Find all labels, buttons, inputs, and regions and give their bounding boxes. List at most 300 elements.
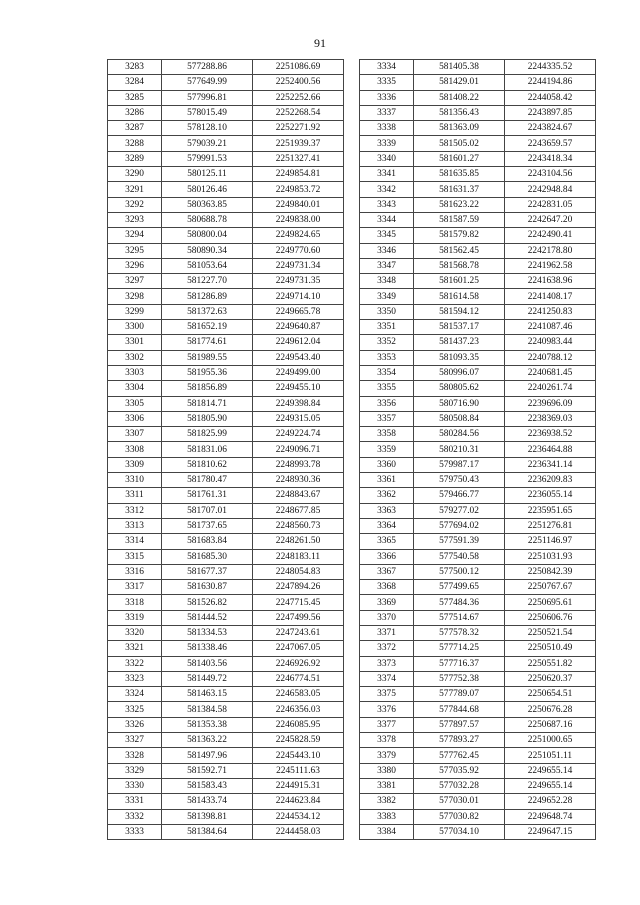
table-row <box>360 595 596 610</box>
table-row <box>108 350 344 365</box>
x-coordinate-cell: 581825.99 <box>162 427 253 442</box>
x-coordinate-cell: 581568.78 <box>414 258 505 273</box>
point-number-cell: 3284 <box>108 75 162 90</box>
y-coordinate-cell: 2242948.84 <box>505 182 596 197</box>
x-coordinate-cell: 581334.53 <box>162 625 253 640</box>
y-coordinate-cell: 2247894.26 <box>253 580 344 595</box>
x-coordinate-cell: 579466.77 <box>414 488 505 503</box>
y-coordinate-cell: 2250606.76 <box>505 610 596 625</box>
point-number-cell: 3290 <box>108 167 162 182</box>
x-coordinate-cell: 581683.84 <box>162 534 253 549</box>
point-number-cell: 3305 <box>108 396 162 411</box>
point-number-cell: 3373 <box>360 656 414 671</box>
coordinates-table-left <box>107 59 344 840</box>
point-number-cell: 3374 <box>360 671 414 686</box>
x-coordinate-cell: 581053.64 <box>162 258 253 273</box>
y-coordinate-cell: 2246085.95 <box>253 717 344 732</box>
x-coordinate-cell: 581384.64 <box>162 824 253 839</box>
table-row <box>108 442 344 457</box>
x-coordinate-cell: 581405.38 <box>414 60 505 75</box>
table-row <box>360 289 596 304</box>
point-number-cell: 3318 <box>108 595 162 610</box>
x-coordinate-cell: 577789.07 <box>414 687 505 702</box>
table-row <box>108 503 344 518</box>
x-coordinate-cell: 581526.82 <box>162 595 253 610</box>
x-coordinate-cell: 577762.45 <box>414 748 505 763</box>
table-row <box>108 396 344 411</box>
y-coordinate-cell: 2250521.54 <box>505 625 596 640</box>
page-number: 91 <box>314 36 326 50</box>
table-row <box>360 182 596 197</box>
x-coordinate-cell: 581497.96 <box>162 748 253 763</box>
point-number-cell: 3300 <box>108 320 162 335</box>
table-row <box>360 396 596 411</box>
y-coordinate-cell: 2236464.88 <box>505 442 596 457</box>
point-number-cell: 3283 <box>108 60 162 75</box>
table-row <box>108 289 344 304</box>
x-coordinate-cell: 581363.09 <box>414 121 505 136</box>
table-row <box>108 457 344 472</box>
x-coordinate-cell: 581505.02 <box>414 136 505 151</box>
y-coordinate-cell: 2251327.41 <box>253 151 344 166</box>
point-number-cell: 3329 <box>108 763 162 778</box>
point-number-cell: 3348 <box>360 274 414 289</box>
y-coordinate-cell: 2248677.85 <box>253 503 344 518</box>
x-coordinate-cell: 577578.32 <box>414 625 505 640</box>
table-row <box>360 121 596 136</box>
point-number-cell: 3353 <box>360 350 414 365</box>
point-number-cell: 3367 <box>360 564 414 579</box>
y-coordinate-cell: 2249652.28 <box>505 794 596 809</box>
point-number-cell: 3384 <box>360 824 414 839</box>
y-coordinate-cell: 2244915.31 <box>253 778 344 793</box>
table-row <box>108 473 344 488</box>
y-coordinate-cell: 2249224.74 <box>253 427 344 442</box>
table-row <box>360 518 596 533</box>
y-coordinate-cell: 2245828.59 <box>253 733 344 748</box>
y-coordinate-cell: 2247715.45 <box>253 595 344 610</box>
table-row <box>108 274 344 289</box>
y-coordinate-cell: 2251939.37 <box>253 136 344 151</box>
point-number-cell: 3323 <box>108 671 162 686</box>
table-row <box>360 75 596 90</box>
point-number-cell: 3340 <box>360 151 414 166</box>
point-number-cell: 3319 <box>108 610 162 625</box>
x-coordinate-cell: 581353.38 <box>162 717 253 732</box>
x-coordinate-cell: 579987.17 <box>414 457 505 472</box>
table-row <box>108 610 344 625</box>
point-number-cell: 3380 <box>360 763 414 778</box>
point-number-cell: 3372 <box>360 641 414 656</box>
x-coordinate-cell: 578015.49 <box>162 105 253 120</box>
table-row <box>360 687 596 702</box>
point-number-cell: 3333 <box>108 824 162 839</box>
x-coordinate-cell: 581601.27 <box>414 151 505 166</box>
point-number-cell: 3322 <box>108 656 162 671</box>
x-coordinate-cell: 581227.70 <box>162 274 253 289</box>
y-coordinate-cell: 2242178.80 <box>505 243 596 258</box>
point-number-cell: 3332 <box>108 809 162 824</box>
point-number-cell: 3339 <box>360 136 414 151</box>
y-coordinate-cell: 2235951.65 <box>505 503 596 518</box>
coordinates-table-right <box>359 59 596 840</box>
table-row <box>108 809 344 824</box>
table-row <box>360 365 596 380</box>
x-coordinate-cell: 581562.45 <box>414 243 505 258</box>
x-coordinate-cell: 581737.65 <box>162 518 253 533</box>
y-coordinate-cell: 2250620.37 <box>505 671 596 686</box>
x-coordinate-cell: 580126.46 <box>162 182 253 197</box>
y-coordinate-cell: 2249731.35 <box>253 274 344 289</box>
table-row <box>108 90 344 105</box>
y-coordinate-cell: 2250767.67 <box>505 580 596 595</box>
table-row <box>360 167 596 182</box>
point-number-cell: 3352 <box>360 335 414 350</box>
x-coordinate-cell: 577540.58 <box>414 549 505 564</box>
table-row <box>360 457 596 472</box>
table-row <box>108 702 344 717</box>
table-row <box>108 105 344 120</box>
table-row <box>108 488 344 503</box>
point-number-cell: 3287 <box>108 121 162 136</box>
y-coordinate-cell: 2250551.82 <box>505 656 596 671</box>
table-row <box>108 75 344 90</box>
y-coordinate-cell: 2243897.85 <box>505 105 596 120</box>
point-number-cell: 3336 <box>360 90 414 105</box>
y-coordinate-cell: 2246926.92 <box>253 656 344 671</box>
table-row <box>108 212 344 227</box>
table-row <box>108 656 344 671</box>
point-number-cell: 3342 <box>360 182 414 197</box>
y-coordinate-cell: 2247243.61 <box>253 625 344 640</box>
y-coordinate-cell: 2236938.52 <box>505 427 596 442</box>
y-coordinate-cell: 2248930.36 <box>253 473 344 488</box>
point-number-cell: 3311 <box>108 488 162 503</box>
x-coordinate-cell: 581372.63 <box>162 304 253 319</box>
table-row <box>360 243 596 258</box>
table-row <box>360 427 596 442</box>
x-coordinate-cell: 581630.87 <box>162 580 253 595</box>
point-number-cell: 3343 <box>360 197 414 212</box>
y-coordinate-cell: 2250676.28 <box>505 702 596 717</box>
x-coordinate-cell: 581707.01 <box>162 503 253 518</box>
table-row <box>108 763 344 778</box>
y-coordinate-cell: 2251086.69 <box>253 60 344 75</box>
table-row <box>108 595 344 610</box>
y-coordinate-cell: 2241250.83 <box>505 304 596 319</box>
table-row <box>360 809 596 824</box>
table-row <box>108 427 344 442</box>
x-coordinate-cell: 579991.53 <box>162 151 253 166</box>
x-coordinate-cell: 581631.37 <box>414 182 505 197</box>
y-coordinate-cell: 2245111.63 <box>253 763 344 778</box>
y-coordinate-cell: 2249838.00 <box>253 212 344 227</box>
y-coordinate-cell: 2249612.04 <box>253 335 344 350</box>
table-row <box>360 794 596 809</box>
y-coordinate-cell: 2244458.03 <box>253 824 344 839</box>
table-row <box>360 580 596 595</box>
point-number-cell: 3327 <box>108 733 162 748</box>
table-row <box>108 717 344 732</box>
x-coordinate-cell: 581685.30 <box>162 549 253 564</box>
point-number-cell: 3375 <box>360 687 414 702</box>
point-number-cell: 3365 <box>360 534 414 549</box>
table-row <box>360 503 596 518</box>
y-coordinate-cell: 2251276.81 <box>505 518 596 533</box>
y-coordinate-cell: 2244058.42 <box>505 90 596 105</box>
x-coordinate-cell: 581463.15 <box>162 687 253 702</box>
point-number-cell: 3383 <box>360 809 414 824</box>
y-coordinate-cell: 2238369.03 <box>505 411 596 426</box>
table-row <box>360 641 596 656</box>
x-coordinate-cell: 581831.06 <box>162 442 253 457</box>
y-coordinate-cell: 2248183.11 <box>253 549 344 564</box>
point-number-cell: 3364 <box>360 518 414 533</box>
y-coordinate-cell: 2250654.51 <box>505 687 596 702</box>
point-number-cell: 3371 <box>360 625 414 640</box>
x-coordinate-cell: 580800.04 <box>162 228 253 243</box>
y-coordinate-cell: 2249665.78 <box>253 304 344 319</box>
x-coordinate-cell: 577500.12 <box>414 564 505 579</box>
y-coordinate-cell: 2249096.71 <box>253 442 344 457</box>
point-number-cell: 3378 <box>360 733 414 748</box>
table-row <box>360 350 596 365</box>
y-coordinate-cell: 2251000.65 <box>505 733 596 748</box>
table-row <box>360 90 596 105</box>
y-coordinate-cell: 2242647.20 <box>505 212 596 227</box>
table-row <box>108 824 344 839</box>
y-coordinate-cell: 2241087.46 <box>505 320 596 335</box>
y-coordinate-cell: 2236209.83 <box>505 473 596 488</box>
point-number-cell: 3351 <box>360 320 414 335</box>
x-coordinate-cell: 577030.82 <box>414 809 505 824</box>
y-coordinate-cell: 2247499.56 <box>253 610 344 625</box>
point-number-cell: 3341 <box>360 167 414 182</box>
point-number-cell: 3320 <box>108 625 162 640</box>
x-coordinate-cell: 581384.58 <box>162 702 253 717</box>
x-coordinate-cell: 581449.72 <box>162 671 253 686</box>
y-coordinate-cell: 2248560.73 <box>253 518 344 533</box>
table-row <box>108 60 344 75</box>
point-number-cell: 3331 <box>108 794 162 809</box>
table-row <box>360 151 596 166</box>
x-coordinate-cell: 580805.62 <box>414 381 505 396</box>
point-number-cell: 3321 <box>108 641 162 656</box>
x-coordinate-cell: 581583.43 <box>162 778 253 793</box>
y-coordinate-cell: 2251031.93 <box>505 549 596 564</box>
x-coordinate-cell: 579277.02 <box>414 503 505 518</box>
y-coordinate-cell: 2236341.14 <box>505 457 596 472</box>
y-coordinate-cell: 2250687.16 <box>505 717 596 732</box>
table-row <box>108 151 344 166</box>
point-number-cell: 3306 <box>108 411 162 426</box>
x-coordinate-cell: 580716.90 <box>414 396 505 411</box>
point-number-cell: 3355 <box>360 381 414 396</box>
point-number-cell: 3293 <box>108 212 162 227</box>
table-row <box>108 778 344 793</box>
x-coordinate-cell: 581989.55 <box>162 350 253 365</box>
y-coordinate-cell: 2252268.54 <box>253 105 344 120</box>
x-coordinate-cell: 577032.28 <box>414 778 505 793</box>
y-coordinate-cell: 2246774.51 <box>253 671 344 686</box>
coordinates-table-right-body <box>360 60 596 840</box>
x-coordinate-cell: 581437.23 <box>414 335 505 350</box>
y-coordinate-cell: 2249854.81 <box>253 167 344 182</box>
table-row <box>360 671 596 686</box>
y-coordinate-cell: 2246583.05 <box>253 687 344 702</box>
x-coordinate-cell: 577591.39 <box>414 534 505 549</box>
y-coordinate-cell: 2244194.86 <box>505 75 596 90</box>
x-coordinate-cell: 581429.01 <box>414 75 505 90</box>
point-number-cell: 3328 <box>108 748 162 763</box>
point-number-cell: 3315 <box>108 549 162 564</box>
x-coordinate-cell: 577035.92 <box>414 763 505 778</box>
point-number-cell: 3326 <box>108 717 162 732</box>
y-coordinate-cell: 2249731.34 <box>253 258 344 273</box>
y-coordinate-cell: 2248993.78 <box>253 457 344 472</box>
y-coordinate-cell: 2249640.87 <box>253 320 344 335</box>
point-number-cell: 3382 <box>360 794 414 809</box>
point-number-cell: 3314 <box>108 534 162 549</box>
x-coordinate-cell: 581623.22 <box>414 197 505 212</box>
table-row <box>360 442 596 457</box>
y-coordinate-cell: 2240983.44 <box>505 335 596 350</box>
table-row <box>360 473 596 488</box>
table-row <box>360 656 596 671</box>
point-number-cell: 3297 <box>108 274 162 289</box>
table-row <box>360 824 596 839</box>
x-coordinate-cell: 577034.10 <box>414 824 505 839</box>
y-coordinate-cell: 2240681.45 <box>505 365 596 380</box>
x-coordinate-cell: 580125.11 <box>162 167 253 182</box>
y-coordinate-cell: 2249315.05 <box>253 411 344 426</box>
point-number-cell: 3366 <box>360 549 414 564</box>
table-row <box>360 136 596 151</box>
table-row <box>360 197 596 212</box>
x-coordinate-cell: 581955.36 <box>162 365 253 380</box>
point-number-cell: 3381 <box>360 778 414 793</box>
table-row <box>360 778 596 793</box>
y-coordinate-cell: 2251146.97 <box>505 534 596 549</box>
x-coordinate-cell: 581363.22 <box>162 733 253 748</box>
table-row <box>108 549 344 564</box>
table-row <box>360 564 596 579</box>
table-row <box>360 625 596 640</box>
point-number-cell: 3310 <box>108 473 162 488</box>
table-row <box>108 518 344 533</box>
point-number-cell: 3325 <box>108 702 162 717</box>
table-row <box>360 534 596 549</box>
x-coordinate-cell: 577996.81 <box>162 90 253 105</box>
y-coordinate-cell: 2240261.74 <box>505 381 596 396</box>
x-coordinate-cell: 581677.37 <box>162 564 253 579</box>
point-number-cell: 3369 <box>360 595 414 610</box>
table-row <box>360 304 596 319</box>
point-number-cell: 3345 <box>360 228 414 243</box>
x-coordinate-cell: 581356.43 <box>414 105 505 120</box>
table-row <box>108 671 344 686</box>
point-number-cell: 3309 <box>108 457 162 472</box>
y-coordinate-cell: 2243418.34 <box>505 151 596 166</box>
point-number-cell: 3302 <box>108 350 162 365</box>
y-coordinate-cell: 2250842.39 <box>505 564 596 579</box>
table-row <box>108 365 344 380</box>
table-row <box>108 304 344 319</box>
point-number-cell: 3307 <box>108 427 162 442</box>
table-row <box>360 411 596 426</box>
x-coordinate-cell: 577752.38 <box>414 671 505 686</box>
y-coordinate-cell: 2249647.15 <box>505 824 596 839</box>
point-number-cell: 3316 <box>108 564 162 579</box>
point-number-cell: 3324 <box>108 687 162 702</box>
y-coordinate-cell: 2248843.67 <box>253 488 344 503</box>
y-coordinate-cell: 2239696.09 <box>505 396 596 411</box>
point-number-cell: 3335 <box>360 75 414 90</box>
table-row <box>360 763 596 778</box>
y-coordinate-cell: 2249770.60 <box>253 243 344 258</box>
point-number-cell: 3349 <box>360 289 414 304</box>
x-coordinate-cell: 580210.31 <box>414 442 505 457</box>
point-number-cell: 3362 <box>360 488 414 503</box>
y-coordinate-cell: 2249840.01 <box>253 197 344 212</box>
table-row <box>108 320 344 335</box>
x-coordinate-cell: 581761.31 <box>162 488 253 503</box>
x-coordinate-cell: 579039.21 <box>162 136 253 151</box>
point-number-cell: 3312 <box>108 503 162 518</box>
point-number-cell: 3334 <box>360 60 414 75</box>
x-coordinate-cell: 581579.82 <box>414 228 505 243</box>
y-coordinate-cell: 2242490.41 <box>505 228 596 243</box>
point-number-cell: 3301 <box>108 335 162 350</box>
point-number-cell: 3361 <box>360 473 414 488</box>
point-number-cell: 3344 <box>360 212 414 227</box>
point-number-cell: 3285 <box>108 90 162 105</box>
table-row <box>360 258 596 273</box>
y-coordinate-cell: 2249655.14 <box>505 763 596 778</box>
y-coordinate-cell: 2249655.14 <box>505 778 596 793</box>
y-coordinate-cell: 2249543.40 <box>253 350 344 365</box>
point-number-cell: 3304 <box>108 381 162 396</box>
x-coordinate-cell: 581780.47 <box>162 473 253 488</box>
table-row <box>108 243 344 258</box>
table-row <box>108 733 344 748</box>
table-row <box>360 212 596 227</box>
table-row <box>360 274 596 289</box>
table-row <box>108 197 344 212</box>
table-row <box>108 580 344 595</box>
table-row <box>360 702 596 717</box>
y-coordinate-cell: 2236055.14 <box>505 488 596 503</box>
x-coordinate-cell: 581403.56 <box>162 656 253 671</box>
table-row <box>108 167 344 182</box>
table-row <box>108 121 344 136</box>
x-coordinate-cell: 581338.46 <box>162 641 253 656</box>
coordinates-table-left-body <box>108 60 344 840</box>
y-coordinate-cell: 2241638.96 <box>505 274 596 289</box>
x-coordinate-cell: 577897.57 <box>414 717 505 732</box>
table-row <box>108 411 344 426</box>
x-coordinate-cell: 577514.67 <box>414 610 505 625</box>
table-row <box>360 320 596 335</box>
x-coordinate-cell: 580688.78 <box>162 212 253 227</box>
x-coordinate-cell: 581814.71 <box>162 396 253 411</box>
x-coordinate-cell: 577716.37 <box>414 656 505 671</box>
y-coordinate-cell: 2241408.17 <box>505 289 596 304</box>
table-row <box>360 748 596 763</box>
y-coordinate-cell: 2249648.74 <box>505 809 596 824</box>
table-row <box>108 534 344 549</box>
table-row <box>108 381 344 396</box>
